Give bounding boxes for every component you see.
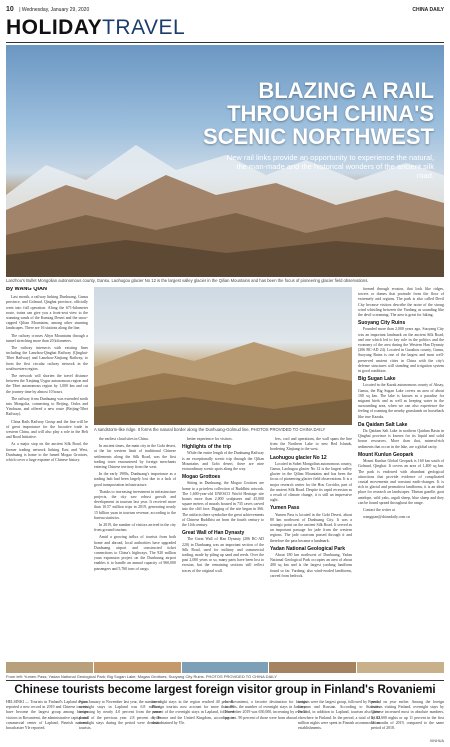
paragraph: As a major stop on the ancient Silk Road, the former trading network linking East and West, Dunhuang is home to the famed Mogao Grottoes, which cover a large expanse of Chinese history. <box>6 442 88 463</box>
story-divider <box>6 680 444 681</box>
paragraph: In Rovaniemi, a favorite destination for foreign tourists, the number of overnight stays in January-November 2019 was 650,000, increasing by over 11 percent. 90 percent of those were from abroad. <box>225 700 307 720</box>
strip-photo-yumen-pass <box>6 662 93 673</box>
paragraph: better experience for visitors. <box>187 437 233 441</box>
second-story-column-2 <box>79 700 161 744</box>
hero-photo <box>6 45 444 277</box>
paragraph: Thanks to increasing investment in infrastructure projects, the city saw robust growth and development in tourism last year. It received more than 10.57 million trips in 2019, generating nearly 15 billion yuan in tourism revenue, according to the bureau statistics. <box>94 489 176 520</box>
page-header <box>6 4 444 16</box>
second-story-column-3 <box>152 700 234 744</box>
feature-headline: BLAZING A RAIL THROUGH CHINA'S SCENIC NORTHWEST <box>203 78 434 149</box>
strip-caption: From left: Yumen Pass; Yadan National Geological Park; Big Sugan Lake; Mogao Grottoes; Suoyang City Ruins. PHOTOS PROVIDED TO CHINA DAILY <box>6 674 277 679</box>
desert-ridge-illustration <box>94 287 352 425</box>
paragraph: Sitting in Dunhuang, the Mogao Grottoes are home to a priceless collection of Buddhist artwork. The 1,600-year-old UNESCO World Heritage site boasts more than 2,000 sculptures and 45,000 square meters of murals housed in 735 caves carved into the cliff face. Digging of the site began in 366. The artifacts there symbolize the great achievements of Chinese Buddhist art from the fourth century to the 14th century. <box>182 481 264 528</box>
section-title-travel: TRAVEL <box>102 16 186 39</box>
header-rule <box>6 42 444 43</box>
article-column-1 <box>6 287 88 659</box>
paragraph: In 2019, the number of visitors arrived in the city from ground tourism. <box>94 523 176 533</box>
paragraph: tourists were the largest group, followed by French, German and Russian. According to Statistics Finland, in addition to Lapland, tourism also grew elsewhere in Finland. In the period, a total of 21.62 million nights were spent in Finnish accommodation establishments. <box>298 700 380 731</box>
article-column-5 <box>358 287 444 659</box>
paragraph: Located in the Kazak autonomous county of Aksay, Gansu, the Big Sugan Lake covers an area of about 100 sq km. The lake is known as a paradise for migrant birds and as well as keeping water in the surrounding area, when we can also experience the feeling of roaming the nearby grasslands on horseback like true Kazaks. <box>358 383 444 419</box>
byline: By WANG QIAN <box>6 287 47 292</box>
page-number: 10 <box>6 6 14 13</box>
contact-email: wangqian@chinadaily.com.cn <box>363 515 410 520</box>
paragraph: HELSINKI — Tourists in Finland's Lapland region reported a new record in 2019 and Chinese tourists have become the largest group among foreign visitors in Rovaniemi, the administrative capital and commercial center of Lapland, Finnish national broadcaster Yle reported. <box>6 700 88 731</box>
paragraph: period on year earlier. Among the foreign tourists visiting Finland, overnight stays by Chinese increased most in absolute numbers, by 43,600 nights or up 11 percent in the first 11 months of 2019, compared to the same period of 2018. <box>371 700 444 731</box>
paragraph: While the entire length of the Dunhuang Railway is an exceptionally scenic trip through the Qilian Mountains and Gobi desert, there are nine extraordinary scenic spots along the way. <box>182 451 264 472</box>
second-story-column-1 <box>6 700 88 744</box>
paragraph: The Great Wall of Han Dynasty (206 BC-AD 220) in Dunhuang was an important section of the Silk Road, used for military and commercial trading, made by piling up sand and reeds. Over the past 2,000 years or so, many parts have been lost to erosion, but the remaining sections still reflect traces of the original wall. <box>182 537 264 573</box>
paragraph: In ancient times, the main city in the Gobi desert, at the far western limit of traditional Chinese settlements along the Silk Road, was the first trading town encountered by foreign merchants entering Chinese territory from the west. <box>94 444 176 470</box>
strip-photo-suoyang <box>357 662 444 673</box>
news-agency-tag: XINHUA <box>429 739 444 743</box>
feature-deck: New rail links provide an opportunity to experience the natural, the man-made and the historical wonders of the ancient silk road. <box>226 153 434 180</box>
subheading: Da Qaidam Salt Lake <box>358 421 408 428</box>
paragraph: In the early 1900s, Dunhuang's importance as a trading hub had been largely lost due to a lack of good transportation infrastructure. <box>94 472 176 487</box>
paragraph: Last month, a railway linking Dunhuang, Gansu province, and Golmud, Qinghai province, officially went into full operation. Along the 671-kilometer route, trains can give you a front-seat view to the stunning sands of the Kumtag Desert and the snow-capped Qilian Mountains, among other stunning landscapes. There are 16 stations along the line. <box>6 295 88 331</box>
section-title-holiday: HOLIDAY <box>6 16 103 39</box>
subheading: Great Wall of Han Dynasty <box>182 530 245 537</box>
subheading: Laohugou glacier No 12 <box>270 454 327 461</box>
paragraph: The railway from Dunhuang was extended north into Mongolia, connecting to Beijing, Ordos and Yinchuan, and offered a new route (Beijing-Tibet Railway). <box>6 396 88 417</box>
paragraph: The railway crosses Altyn Mountains through a tunnel stretching more than 20 kilometers. <box>6 333 88 343</box>
paragraph: overnight stays in the region reached 40 percent. Foreign tourists now account for more than 80 percent of the overnight stays in Lapland, followed by France and the United Kingdom, according to data obtained by Yle. <box>152 700 234 725</box>
second-story-column-4 <box>225 700 307 744</box>
article-column-3 <box>182 437 264 659</box>
issue-date: | Wednesday, January 29, 2020 <box>19 7 90 13</box>
strip-photo-yadan <box>94 662 181 673</box>
paragraph: Da Qaidam Salt Lake in northern Qaidam Basin in Qinghai province is known for its liquid and solid boron resources. More than that, mineral-rich sediments that occur in the lake, are a global rarity. <box>358 429 444 449</box>
paragraph: From January to November last year, the number of overnight stays in Lapland was 6.8 million, increasing by nearly 4.0 percent from the same period of the previous year. 2.8 percent of the overnight stays during the period were domestic tourists. <box>79 700 161 731</box>
paragraph: the earliest cloud sites in China. <box>99 437 149 441</box>
section-title <box>6 16 185 40</box>
second-story-column-6 <box>371 700 444 744</box>
subheading: Highlights of the trip <box>182 444 231 451</box>
subheading: Yadan National Geological Park <box>270 545 346 552</box>
paragraph: About 180 km northwest of Dunhuang, Yadan National Geological Park occupies an area of about 400 sq km and is the largest yardang landform found so far. Yardang, also wind-eroded landforms, carved from bedrock. <box>270 553 352 578</box>
subheading: Mount Kunlun Geopark <box>358 451 414 458</box>
paragraph: Founded more than 2,000 years ago, Suoyang City was an important landmark on the ancient Silk Road, and one which led to key role in the politics and the economy of the area during the Western Han Dynasty (206 BC-AD 24). Located in Guazhou county, Gansu, Suoyang Ruins is one of the largest and most well-preserved ancient cities in China with the city's defense structures still standing and irrigation system in good condition. <box>358 327 444 374</box>
subheading: Yumen Pass <box>270 505 300 512</box>
paragraph: The railway intersects with existing lines including the Lanzhou-Qinghai Railway (Qinghai-Tibet Railway) and Lanzhou-Xinjiang Railway, to form the first circular railway network in the southwestern region. <box>6 346 88 371</box>
paragraph: Amid a growing influx of tourists from both home and abroad, local authorities have upgraded Dunhuang airport and constructed ticket connections to China's highways. The 920 million yuan expansion project on the Dunhuang airport enables it to handle an annual capacity of 960,000 passengers and 5,760 tons of cargo. <box>94 535 176 571</box>
article-column-2 <box>94 437 176 659</box>
second-story-column-5 <box>298 700 380 744</box>
article-column-4 <box>270 437 352 659</box>
paragraph: China Rails Railway Group and the line will be of great importance for the lucrative trade in western China, and will also play a role in the Belt and Road Initiative. <box>6 419 88 440</box>
subheading: Mogao Grottoes <box>182 474 221 481</box>
publication-name: CHINA DAILY <box>412 7 444 13</box>
photo-caption: A sandstorm-like ridge. It forms the natural border along the Dunhuang-Golmud line. PHOTOS PROVIDED TO CHINA DAILY <box>94 427 326 432</box>
paragraph: Yumen Pass is located in the Gobi Desert, about 80 km northwest of Dunhuang City. It was a strategic point on the ancient Silk Road. It served as an important passage for jade from the western regions. The jade caravans passed through it and therefore the pass became a landmark. <box>270 512 352 543</box>
desert-ridge-photo <box>94 287 352 425</box>
subheading: Big Sugan Lake <box>358 376 396 383</box>
paragraph: lers, cool and operations, the wall spans the line from the Northern Lake to new Red Islands, bordering Xinjiang to the west. <box>270 437 352 452</box>
hero-caption: Lanzhou's Bullet Mongolian autonomous county, Gansu. Laohugou glacier No 12 is the largest valley glacier in the Qilian Mountains and has been the focus of pioneering glacier field observations. <box>6 278 369 283</box>
paragraph: formed through erosion, that look like ridges, towers or domes that protrude from the floor of extremely arid regions. The park is also called Devil City because visitors describe the noise of the strong wind whistling between the Yardang as sounding like the devil screaming. The area is great for hiking. <box>358 287 444 318</box>
second-story-headline: Chinese tourists become largest foreign visitor group in Finland's Rovaniemi <box>14 684 436 696</box>
paragraph: The network will shorten the travel distance between the Xinjiang Uygur autonomous region and the Tibet autonomous region by 1,000 km and cut the journey time by almost 10 hours. <box>6 374 88 394</box>
strip-photo-mogao <box>269 662 356 673</box>
subheading: Suoyang City Ruins <box>358 320 406 327</box>
paragraph: Mount Kunlun Global Geopark is 160 km south of Golmud, Qinghai. It covers an area of 1,400 sq km. The park is endowed with abundant geological attractions that provide evidence of complicated crustal movements and constant earth-changes. It is rich in glacial and permafrost landforms, it is an ideal place for research on landscapes. Tibetan gazelle, goat antelope, wild yaks, argali sheep, blue sheep and they can be found spread throughout the range. <box>358 459 444 505</box>
contact-label: Contact the writer at <box>363 507 395 512</box>
photo-strip <box>6 662 444 673</box>
strip-photo-sugan-lake <box>182 662 269 673</box>
paragraph: Located in Subei Mongolian autonomous county, Gansu, Laohugou glacier No 12 is the largest valley glacier in the Qilian Mountains and has been the focus of pioneering glacier field observations. It is a major research center for the Hou Corridor, part of the ancient Silk Road. Despite its rapid recession as a result of climate change, it is still an impressive sight. <box>270 461 352 503</box>
